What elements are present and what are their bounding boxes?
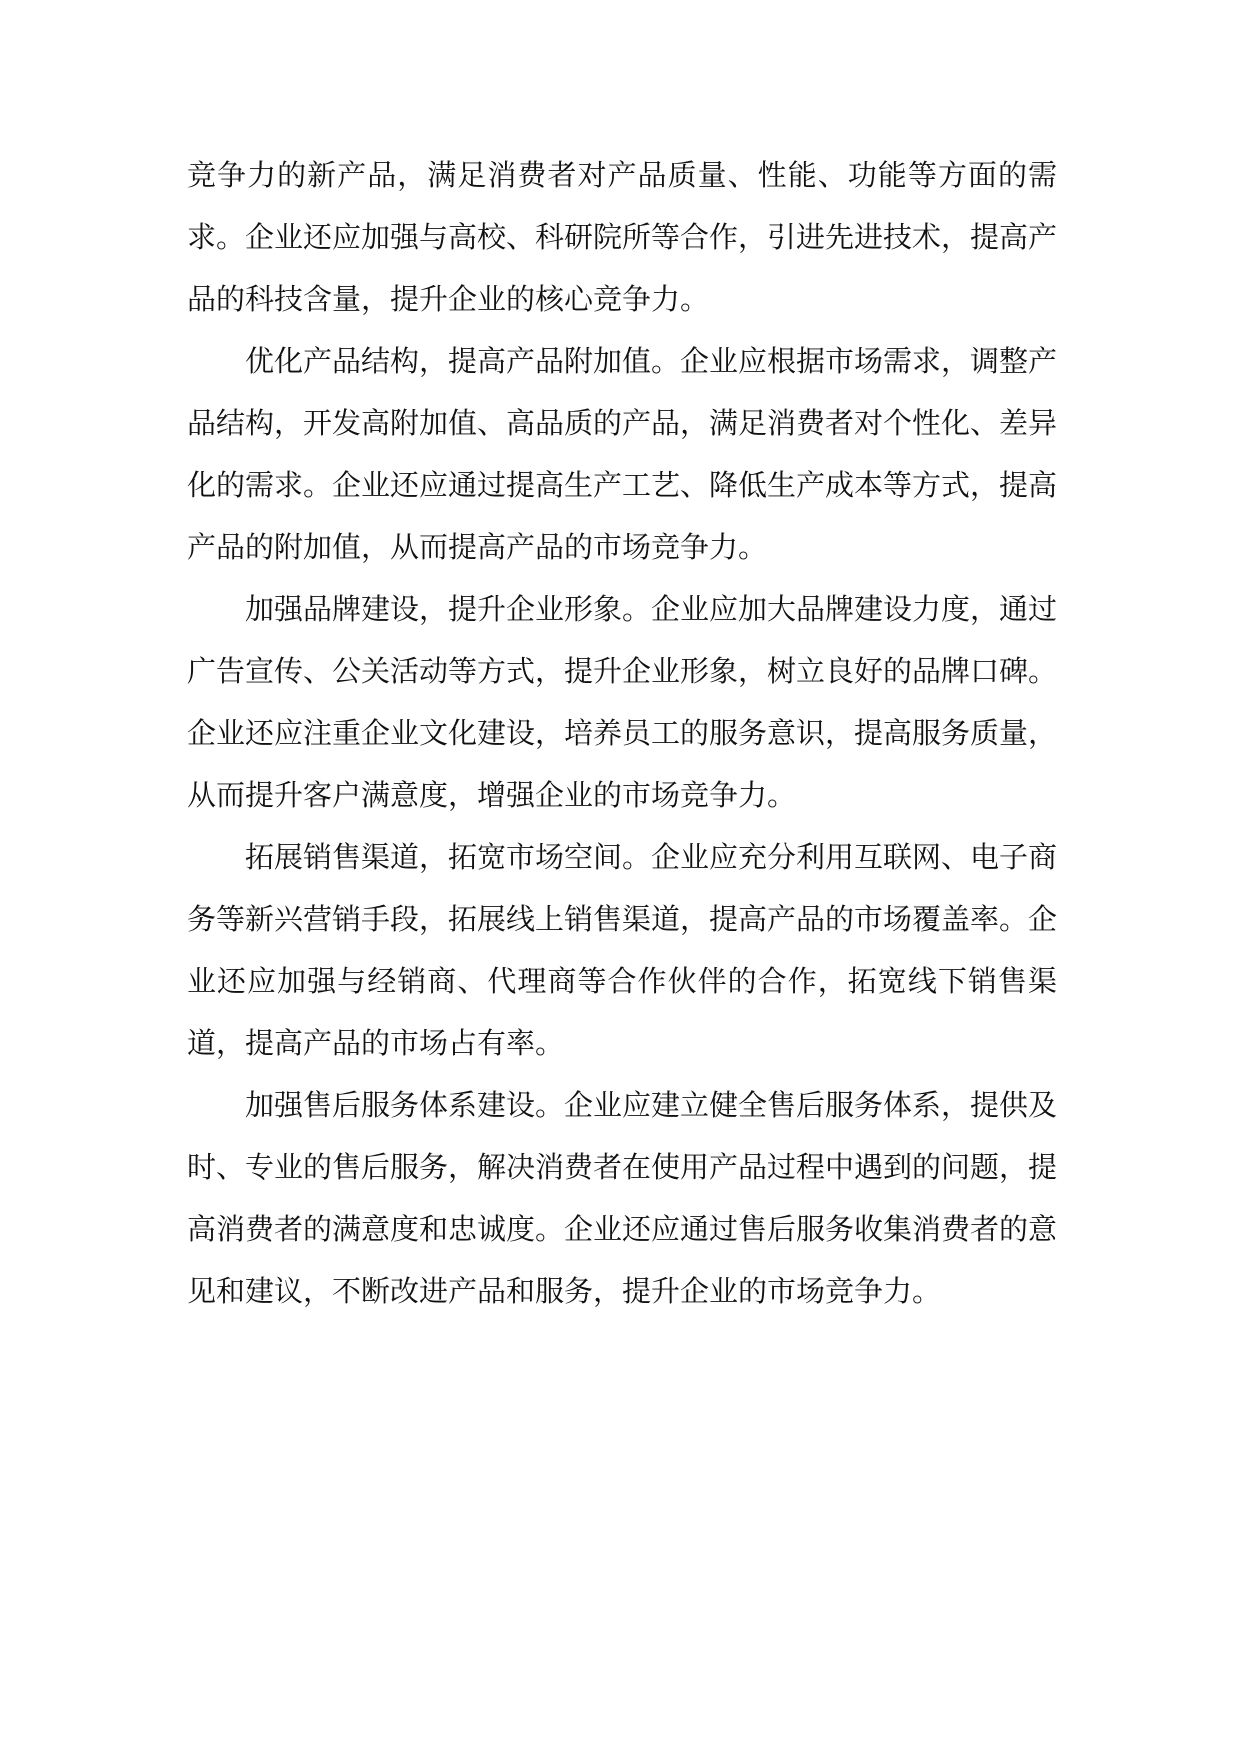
paragraph-5: 加强售后服务体系建设。企业应建立健全售后服务体系，提供及时、专业的售后服务，解决消费者在使用产品过程中遇到的问题，提高消费者的满意度和忠诚度。企业还应通过售后服务收集消费者的意见和建议，不断改进产品和服务，提升企业的市场竞争力。 bbox=[187, 1088, 1058, 1308]
body-text bbox=[187, 144, 1057, 1322]
paragraph-1: 竞争力的新产品，满足消费者对产品质量、性能、功能等方面的需求。企业还应加强与高校、科研院所等合作，引进先进技术，提高产品的科技含量，提升企业的核心竞争力。 bbox=[187, 158, 1058, 316]
paragraph-3: 加强品牌建设，提升企业形象。企业应加大品牌建设力度，通过广告宣传、公关活动等方式，提升企业形象，树立良好的品牌口碑。企业还应注重企业文化建设，培养员工的服务意识，提高服务质量，从而提升客户满意度，增强企业的市场竞争力。 bbox=[187, 592, 1058, 812]
paragraph-4: 拓展销售渠道，拓宽市场空间。企业应充分利用互联网、电子商务等新兴营销手段，拓展线上销售渠道，提高产品的市场覆盖率。企业还应加强与经销商、代理商等合作伙伴的合作，拓宽线下销售渠道，提高产品的市场占有率。 bbox=[187, 840, 1058, 1060]
paragraph-2: 优化产品结构，提高产品附加值。企业应根据市场需求，调整产品结构，开发高附加值、高品质的产品，满足消费者对个性化、差异化的需求。企业还应通过提高生产工艺、降低生产成本等方式，提高产品的附加值，从而提高产品的市场竞争力。 bbox=[187, 344, 1058, 564]
